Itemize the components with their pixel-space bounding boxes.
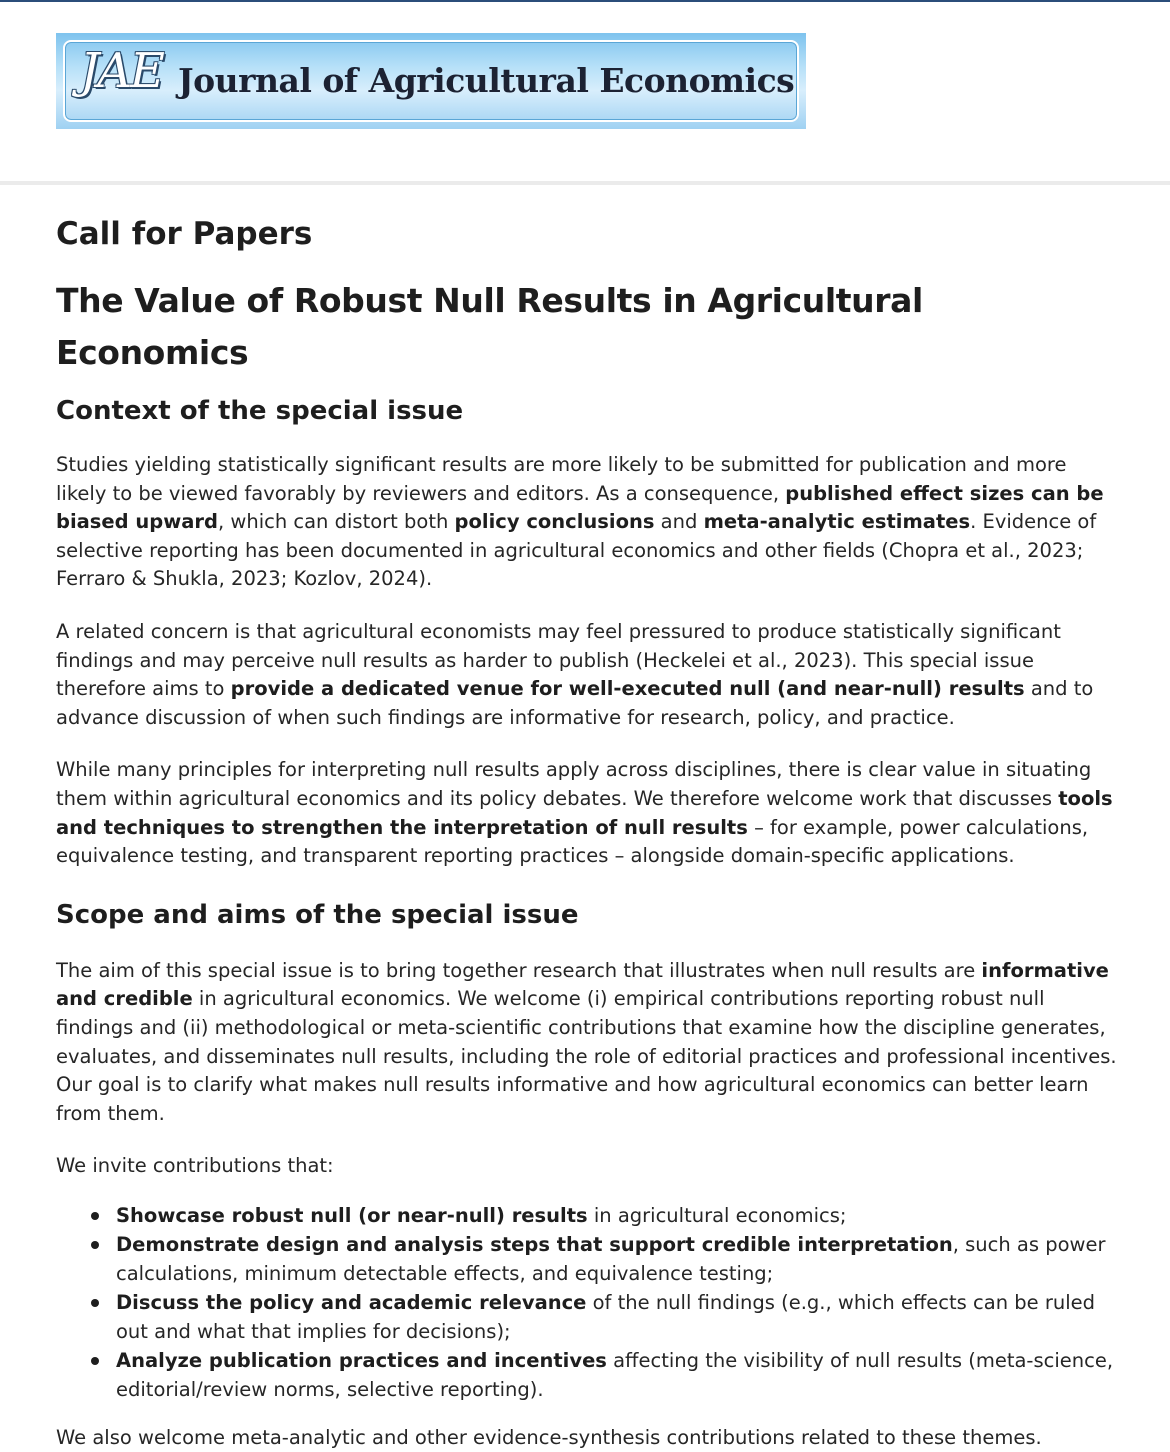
context-heading: Context of the special issue [56,396,464,426]
list-item: Demonstrate design and analysis steps that support credible interpretation, such as power calculations, minimum detectable effects, and equivalence testing; [116,1230,1118,1288]
context-paragraph-1: Studies yielding statistically significant results are more likely to be submitted for publication and more likely to be viewed favorably by reviewers and editors. As a consequence, published effect sizes can be biased upward, which can distort both policy conclusions and meta-analytic estimates. Evidence of selective reporting has been documented in agricultural economics and other fields (Chopra et al., 2023; Ferraro & Shukla, 2023; Kozlov, 2024). [56,453,1104,591]
journal-logo-banner [56,33,806,129]
top-rule [0,0,1170,2]
list-item: Showcase robust null (or near-null) results in agricultural economics; [116,1201,1118,1230]
context-paragraph-3: While many principles for interpreting null results apply across disciplines, there is clear value in situating them within agricultural economics and its policy debates. We therefore welcome work that discusses tools and techniques to strengthen the interpretation of null results – for example, power calculations, equivalence testing, and transparent reporting practices – alongside domain-specific applications. [56,758,1113,868]
scope-paragraph-1: The aim of this special issue is to bring together research that illustrates when null results are informative and credible in agricultural economics. We welcome (i) empirical contributions reporting robust null findings and (ii) methodological or meta-scientific contributions that examine how the discipline generates, evaluates, and disseminates null results, including the role of editorial practices and professional incentives. Our goal is to clarify what makes null results informative and how agricultural economics can better learn from them. [56,958,1117,1125]
article-content [56,210,1118,1452]
call-for-papers-label: Call for Papers [56,216,313,252]
header-divider [0,181,1170,185]
invite-intro: We invite contributions that: [56,1154,334,1178]
scope-heading: Scope and aims of the special issue [56,899,579,930]
journal-name: Journal of Agricultural Economics [178,61,795,100]
list-item: Analyze publication practices and incentives affecting the visibility of null results (meta-science, editorial/review norms, selective reporting). [116,1346,1118,1404]
journal-abbr-logo: JAE [80,43,163,99]
context-paragraph-2: A related concern is that agricultural economists may feel pressured to produce statistically significant findings and may perceive null results as harder to publish (Heckelei et al., 2023). This special issue therefore aims to provide a dedicated venue for well-executed null (and near-null) results and to advance discussion of when such findings are informative for research, policy, and practice. [56,619,1094,729]
closing-paragraph: We also welcome meta-analytic and other evidence-synthesis contributions related to these themes. [56,1425,1042,1449]
contribution-list [56,1201,1118,1404]
list-item: Discuss the policy and academic relevance of the null findings (e.g., which effects can be ruled out and what that implies for decisions); [116,1288,1118,1346]
special-issue-title: The Value of Robust Null Results in Agricultural Economics [56,281,923,372]
